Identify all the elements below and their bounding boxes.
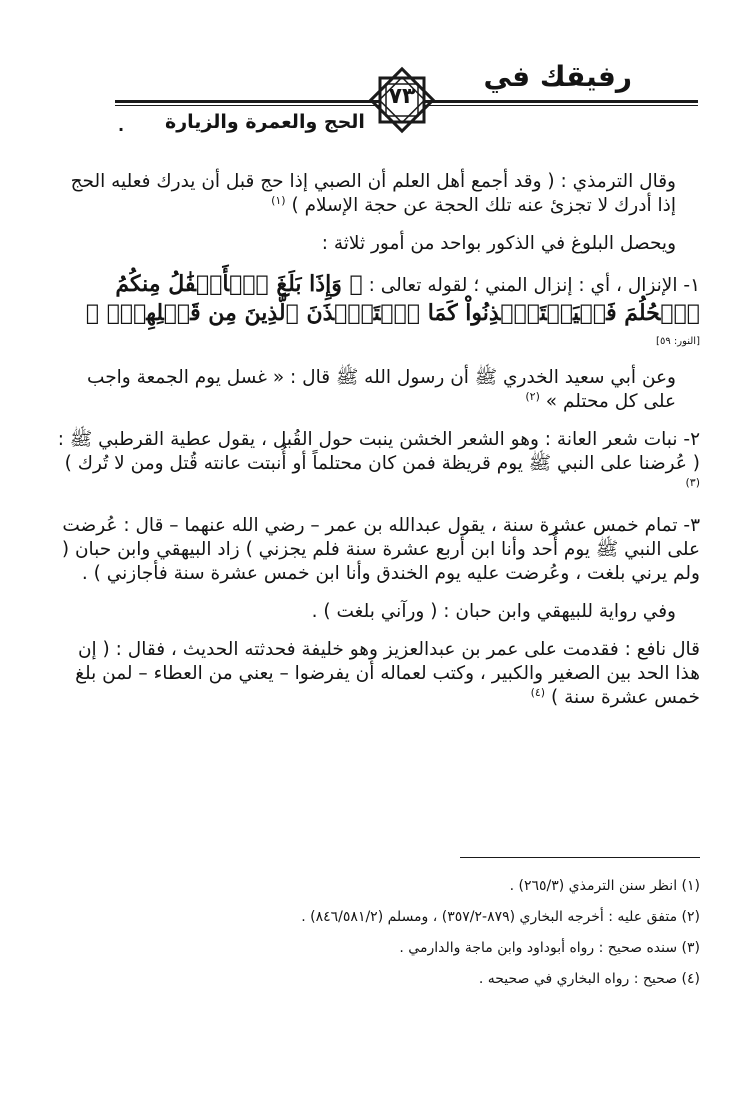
paragraph-fifteen-years: ٣- تمام خمس عشرة سنة ، يقول عبدالله بن عمر – رضي الله عنهما – قال : عُرضت على النبي ﷺ يوم أُحد وأنا ابن أربع عشرة سنة فلم يجزني ) زاد البيهقي وابن حبان ( ولم يرني بلغت ، وعُرضت عليه يوم الخندق وأنا ابن خمس عشرة سنة فأجازني ) .	[61, 515, 700, 585]
footnote-separator	[460, 857, 700, 858]
paragraph-bayhaqi-narration: وفي رواية للبيهقي وابن حبان : ( ورآني بلغت ) .	[311, 601, 676, 623]
paragraph-nafi	[50, 638, 700, 710]
main-text	[50, 170, 700, 725]
paragraph-text: ١- الإنزال ، أي : إنزال المني ؛ لقوله تعالى :	[368, 275, 700, 297]
page-number: ٧٣	[388, 84, 416, 109]
footnote-ref: (٤)	[530, 686, 546, 700]
footnote-2: (٢) متفق عليه : أخرجه البخاري (٨٧٩-٣٥٧/٢) ، ومسلم (٨٤٦/٥٨١/٢) .	[301, 909, 700, 925]
quran-verse: ﴿ وَإِذَا بَلَغَ ٱلۡأَطۡفَٰلُ مِنكُمُ ٱلۡحُلُمَ فَلۡيَسۡتَـٔۡذِنُواْ كَمَا ٱسۡتَـٔۡذَنَ ٱلَّذِينَ مِن قَبۡلِهِمۡۚ ﴾	[85, 271, 700, 326]
footnote-1: (١) انظر سنن الترمذي (٢٦٥/٣) .	[509, 878, 700, 894]
paragraph-pubic-hair	[50, 428, 700, 500]
paragraph-emission	[50, 270, 700, 351]
paragraph-hadith-abu-saeed	[50, 366, 700, 414]
header-dot: .	[118, 116, 125, 135]
footnotes	[50, 878, 700, 1002]
paragraph-tirmidhi	[50, 170, 700, 218]
ayah-reference: [النور: ٥٩]	[656, 336, 700, 348]
paragraph-puberty-signs: ويحصل البلوغ في الذكور بواحد من أمور ثلاثة :	[321, 233, 676, 255]
footnote-ref: (٢)	[525, 389, 540, 403]
paragraph-text: وقال الترمذي : ( وقد أجمع أهل العلم أن الصبي إذا حج قبل أن يدرك فعليه الحج إذا أدرك لا تجزئ عنه تلك الحجة عن حجة الإسلام )	[70, 171, 676, 217]
footnote-ref: (٣)	[685, 475, 700, 489]
paragraph-text: ٢- نبات شعر العانة : وهو الشعر الخشن ينبت حول القُبل ، يقول عطية القرطبي ﷺ : ( عُرضنا على النبي ﷺ يوم قريظة فمن كان محتلماً أو أُنبتت عانته قُتل ومن لا تُرك )	[57, 428, 700, 474]
footnote-3: (٣) سنده صحيح : رواه أبوداود وابن ماجة والدارمي .	[399, 940, 700, 956]
book-title-line2: الحج والعمرة والزيارة	[165, 111, 365, 133]
footnote-4: (٤) صحيح : رواه البخاري في صحيحه .	[478, 971, 700, 987]
paragraph-text: قال نافع : فقدمت على عمر بن عبدالعزيز وهو خليفة فحدثته الحديث ، فقال : ( إن هذا الحد بين الصغير والكبير ، وكتب لعماله أن يفرضوا – يعني من العطاء – لمن بلغ خمس عشرة سنة )	[75, 639, 700, 709]
footnote-ref: (١)	[271, 194, 286, 208]
paragraph-text: وعن أبي سعيد الخدري ﷺ أن رسول الله ﷺ قال : « غسل يوم الجمعة واجب على كل محتلم »	[87, 366, 676, 412]
page-header	[0, 0, 752, 150]
book-title-line1: رفيقك في	[483, 60, 632, 93]
